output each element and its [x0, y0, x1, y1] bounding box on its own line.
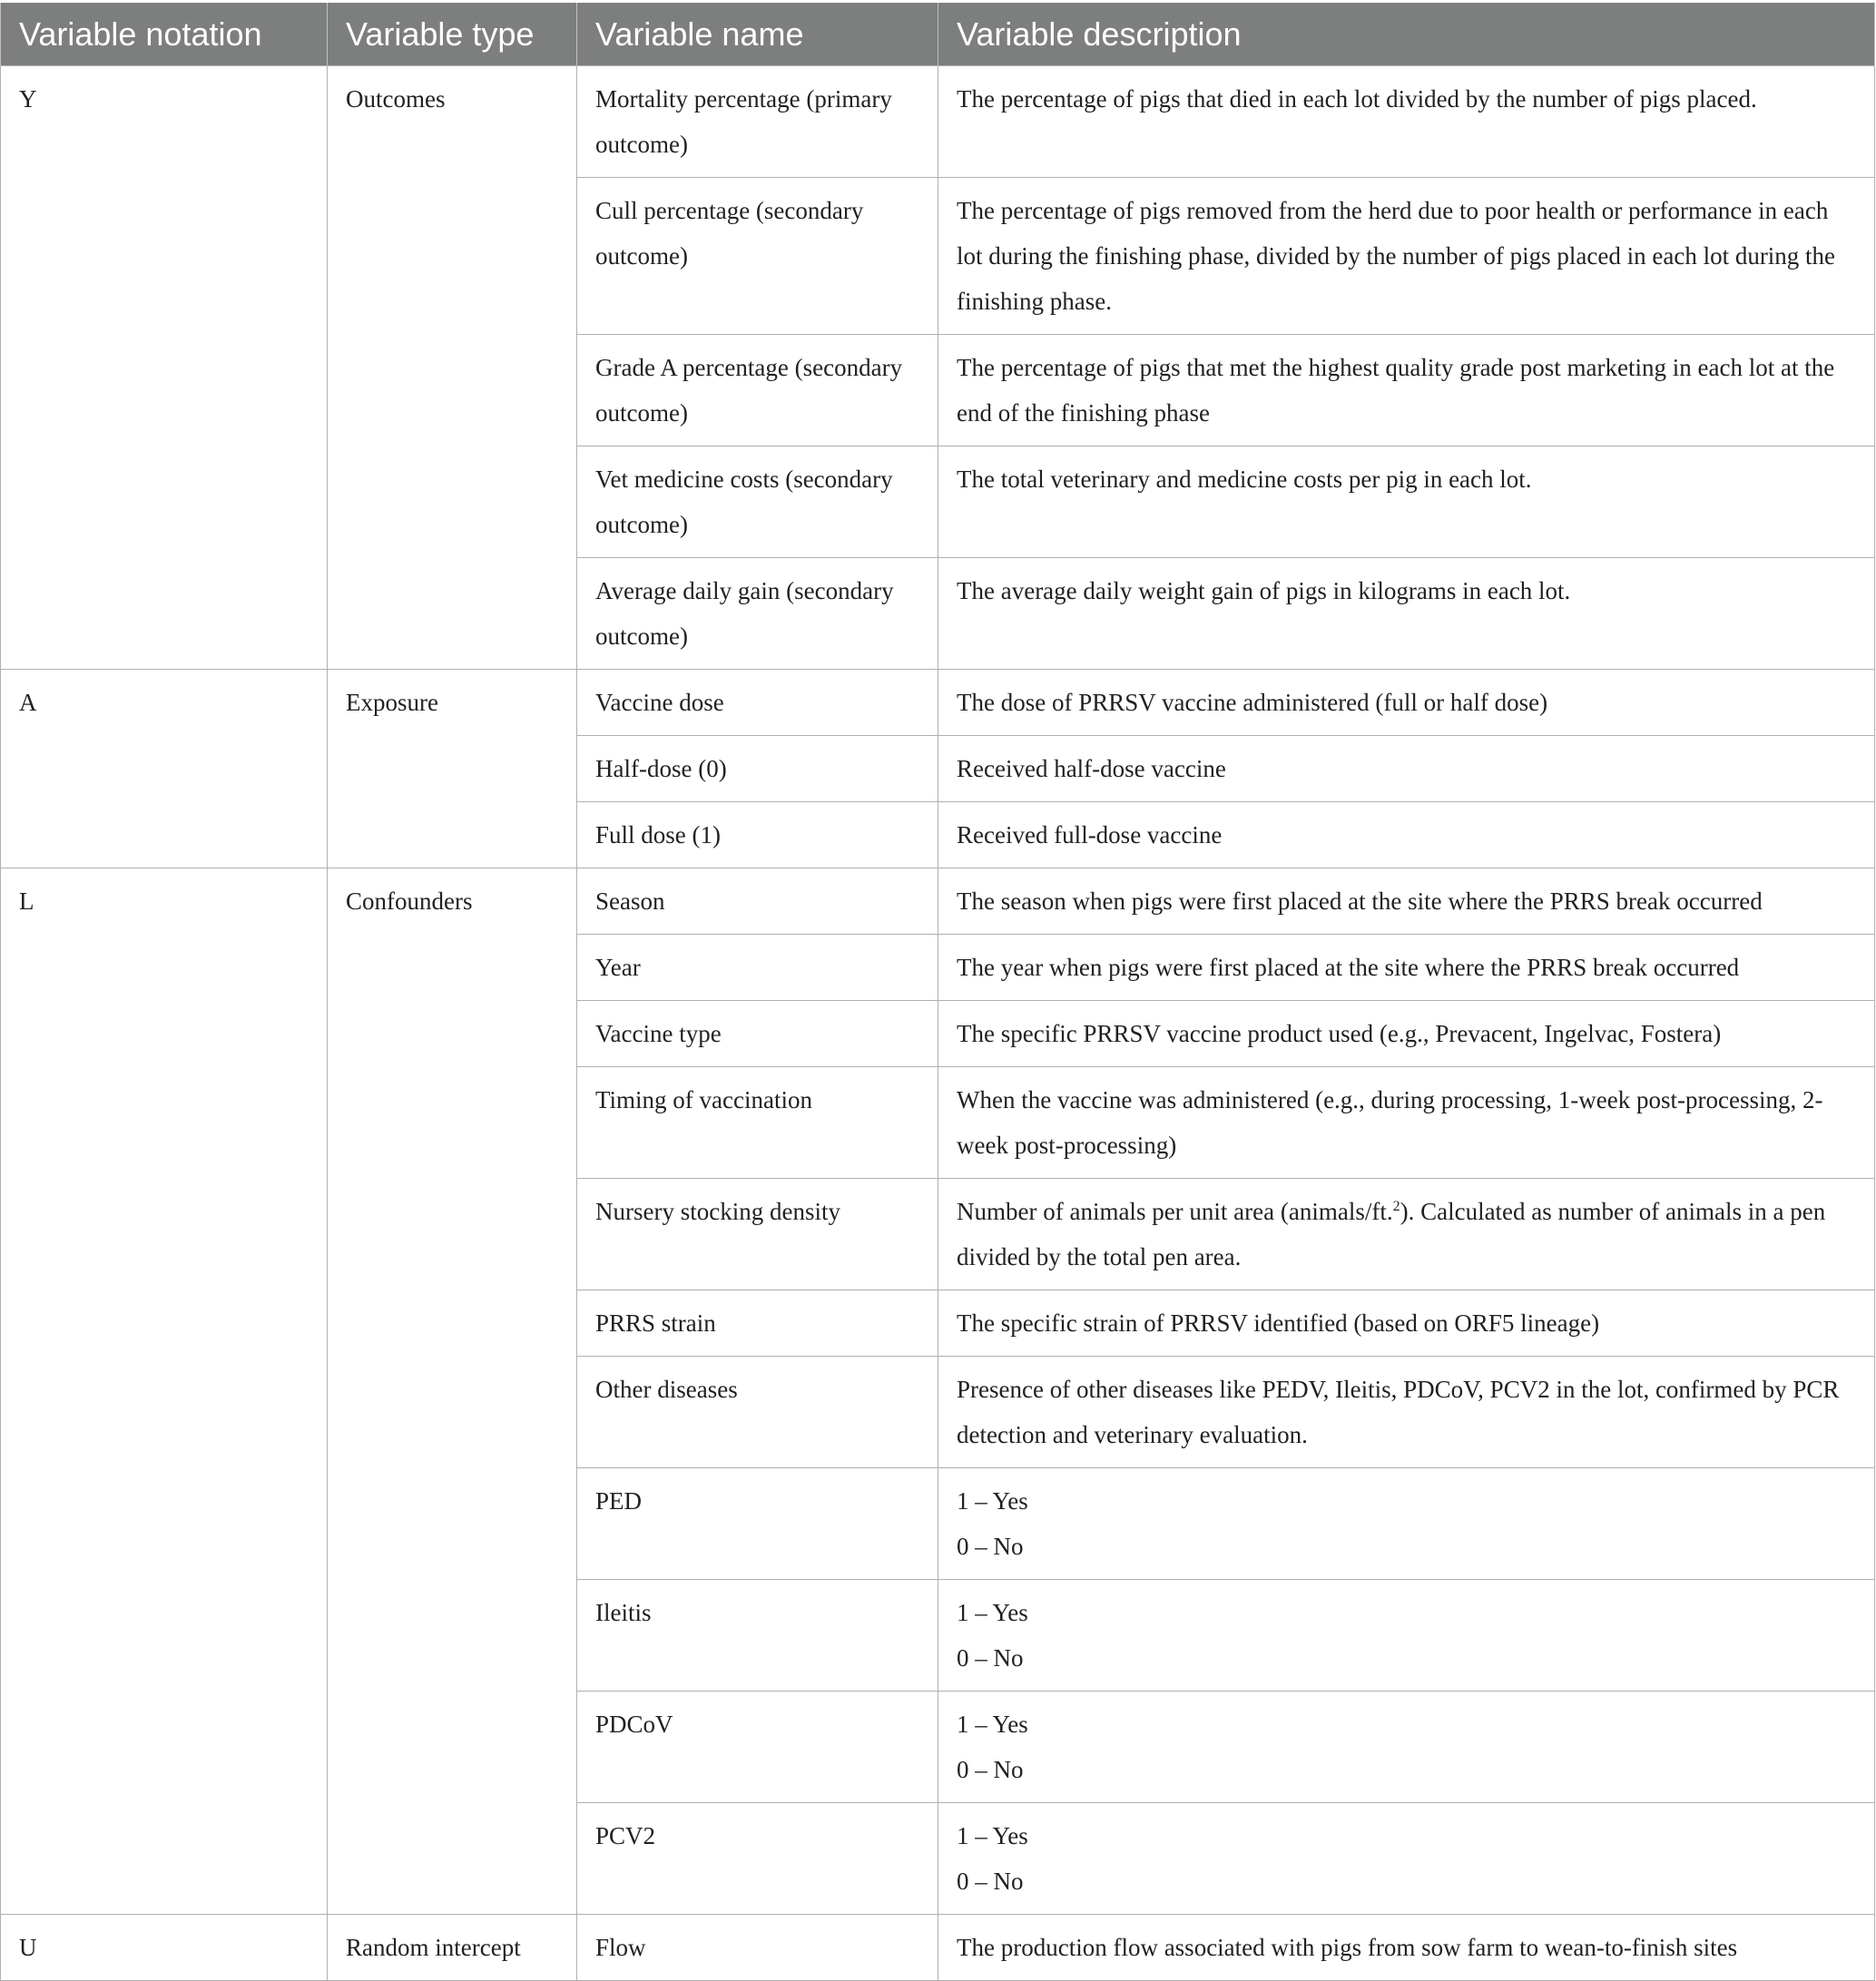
no-value: 0 – No: [957, 1756, 1024, 1783]
name-cell: Average daily gain (secondary outcome): [577, 558, 938, 670]
description-cell: The season when pigs were first placed at the site where the PRRS break occurred: [938, 868, 1875, 935]
name-cell: PDCoV: [577, 1692, 938, 1803]
type-cell: Random intercept: [328, 1915, 577, 1981]
description-cell: [938, 1692, 1875, 1803]
no-value: 0 – No: [957, 1868, 1024, 1895]
description-cell: [938, 1468, 1875, 1580]
description-cell: The specific PRRSV vaccine product used (e.g., Prevacent, Ingelvac, Fostera): [938, 1001, 1875, 1067]
header-variable-type: Variable type: [328, 3, 577, 66]
name-cell: Full dose (1): [577, 802, 938, 868]
description-cell: The percentage of pigs that died in each lot divided by the number of pigs placed.: [938, 66, 1875, 178]
description-cell: The average daily weight gain of pigs in kilograms in each lot.: [938, 558, 1875, 670]
description-text: ). Calculated as number of animals in a pen divided by the total pen area.: [957, 1198, 1826, 1270]
name-cell: Mortality percentage (primary outcome): [577, 66, 938, 178]
table-row: [1, 868, 1875, 935]
table-row: [1, 66, 1875, 178]
description-cell: Received half-dose vaccine: [938, 736, 1875, 802]
description-cell: [938, 1580, 1875, 1692]
description-cell: The production flow associated with pigs from sow farm to wean-to-finish sites: [938, 1915, 1875, 1981]
name-cell: Vet medicine costs (secondary outcome): [577, 446, 938, 558]
name-cell: Flow: [577, 1915, 938, 1981]
name-cell: PED: [577, 1468, 938, 1580]
name-cell: Ileitis: [577, 1580, 938, 1692]
name-cell: PCV2: [577, 1803, 938, 1915]
table-row: [1, 1915, 1875, 1981]
header-variable-notation: Variable notation: [1, 3, 328, 66]
notation-cell: A: [1, 670, 328, 868]
header-variable-name: Variable name: [577, 3, 938, 66]
notation-cell: Y: [1, 66, 328, 670]
description-cell: The percentage of pigs removed from the herd due to poor health or performance in each lot during the finishing phase, divided by the number of pigs placed in each lot during the finishing phase.: [938, 178, 1875, 335]
name-cell: Cull percentage (secondary outcome): [577, 178, 938, 335]
description-cell: The year when pigs were first placed at the site where the PRRS break occurred: [938, 935, 1875, 1001]
type-cell: Exposure: [328, 670, 577, 868]
description-cell: The total veterinary and medicine costs per pig in each lot.: [938, 446, 1875, 558]
no-value: 0 – No: [957, 1644, 1024, 1672]
no-value: 0 – No: [957, 1533, 1024, 1560]
description-cell: Received full-dose vaccine: [938, 802, 1875, 868]
name-cell: Vaccine type: [577, 1001, 938, 1067]
name-cell: Year: [577, 935, 938, 1001]
description-cell: The specific strain of PRRSV identified (based on ORF5 lineage): [938, 1290, 1875, 1357]
variables-table: [0, 3, 1875, 1981]
name-cell: Timing of vaccination: [577, 1067, 938, 1179]
table-header-row: [1, 3, 1875, 66]
type-cell: Outcomes: [328, 66, 577, 670]
table-row: [1, 670, 1875, 736]
yes-value: 1 – Yes: [957, 1487, 1028, 1515]
name-cell: Grade A percentage (secondary outcome): [577, 335, 938, 446]
description-cell: The dose of PRRSV vaccine administered (full or half dose): [938, 670, 1875, 736]
name-cell: Half-dose (0): [577, 736, 938, 802]
name-cell: Nursery stocking density: [577, 1179, 938, 1290]
type-cell: Confounders: [328, 868, 577, 1915]
description-cell: When the vaccine was administered (e.g., during processing, 1-week post-processing, 2-week post-processing): [938, 1067, 1875, 1179]
description-cell: [938, 1179, 1875, 1290]
yes-value: 1 – Yes: [957, 1822, 1028, 1849]
name-cell: Season: [577, 868, 938, 935]
name-cell: Vaccine dose: [577, 670, 938, 736]
notation-cell: L: [1, 868, 328, 1915]
name-cell: PRRS strain: [577, 1290, 938, 1357]
notation-cell: U: [1, 1915, 328, 1981]
name-cell: Other diseases: [577, 1357, 938, 1468]
description-cell: Presence of other diseases like PEDV, Ileitis, PDCoV, PCV2 in the lot, confirmed by PCR detection and veterinary evaluation.: [938, 1357, 1875, 1468]
description-cell: [938, 1803, 1875, 1915]
description-text: Number of animals per unit area (animals/ft.: [957, 1198, 1393, 1225]
header-variable-description: Variable description: [938, 3, 1875, 66]
description-cell: The percentage of pigs that met the highest quality grade post marketing in each lot at the end of the finishing phase: [938, 335, 1875, 446]
superscript: 2: [1392, 1199, 1400, 1214]
yes-value: 1 – Yes: [957, 1599, 1028, 1626]
yes-value: 1 – Yes: [957, 1711, 1028, 1738]
variables-table-container: [0, 3, 1874, 1981]
